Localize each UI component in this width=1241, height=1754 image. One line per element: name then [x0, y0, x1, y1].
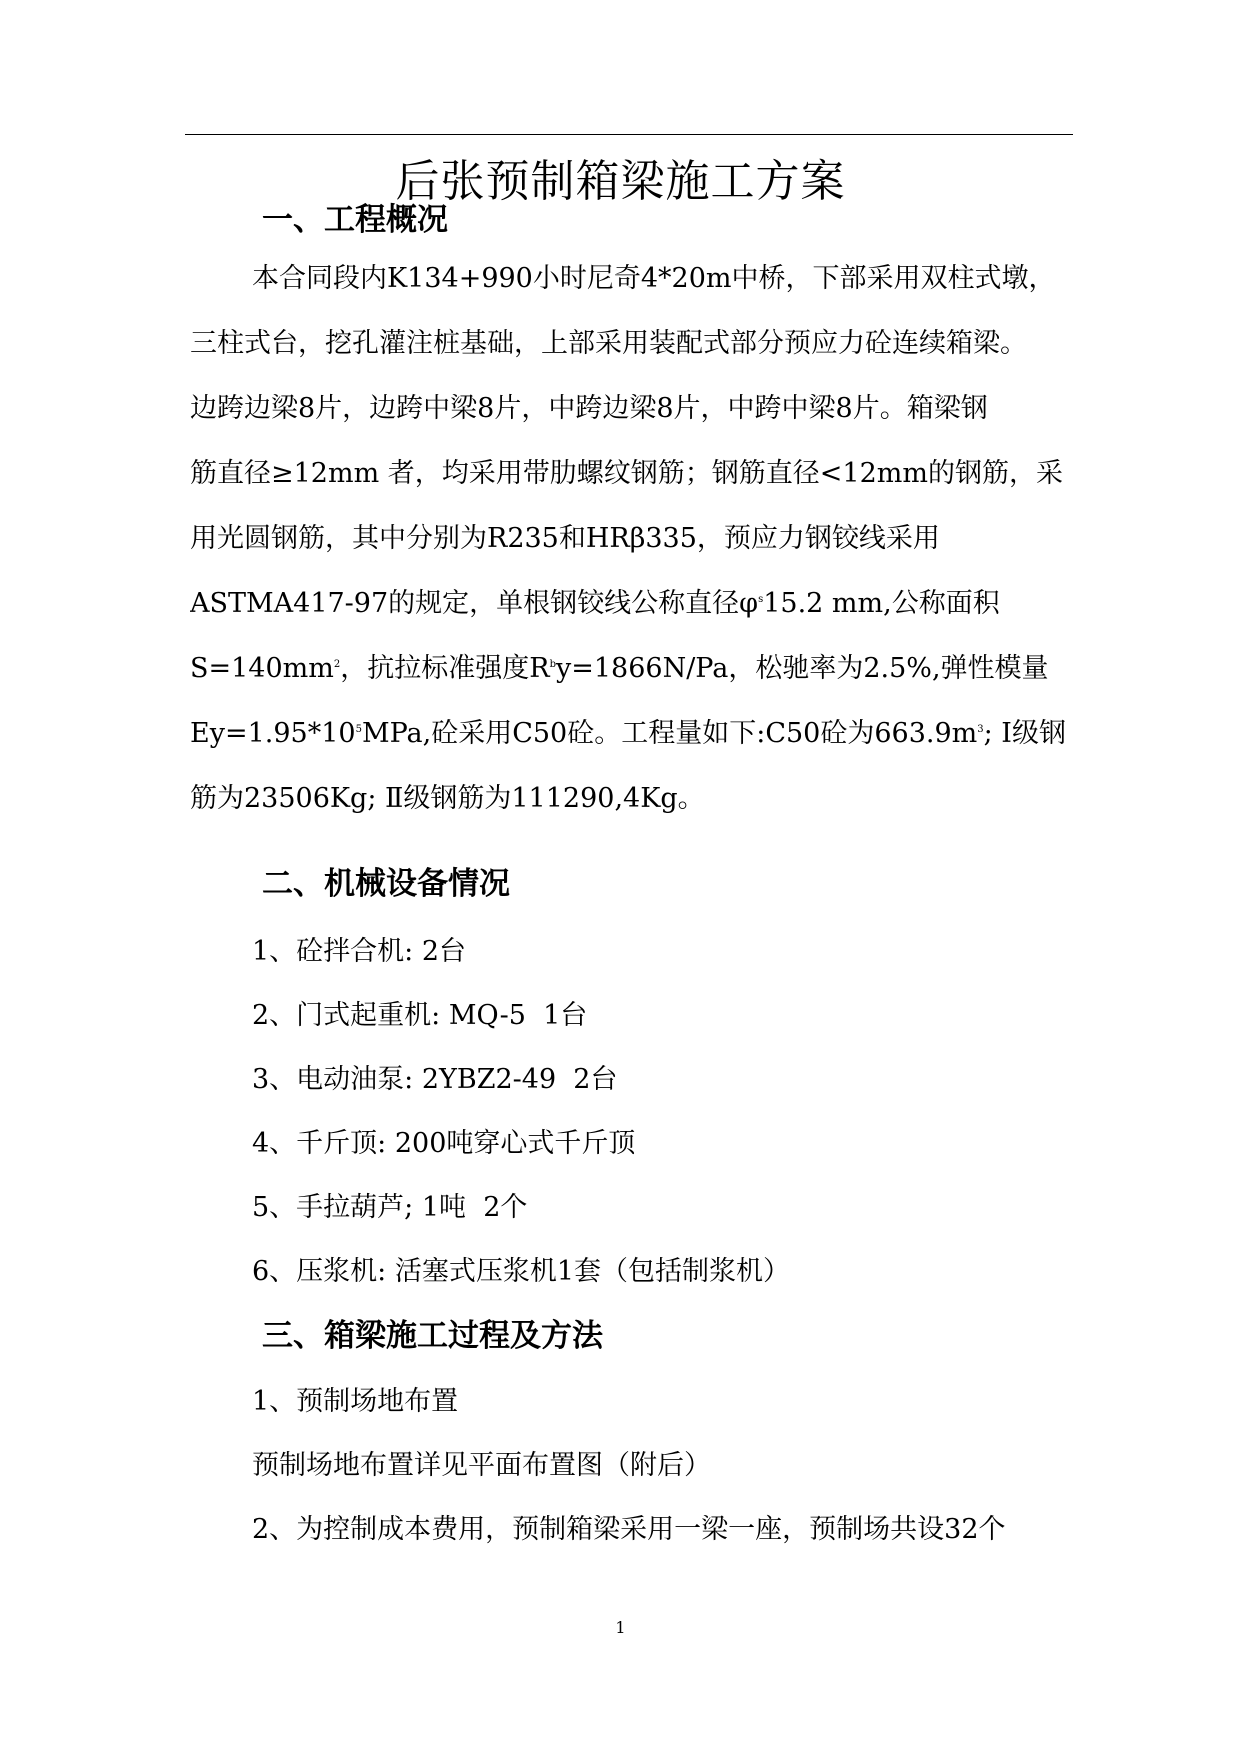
- section-1-paragraph: [190, 246, 1070, 831]
- text-run: ，抗拉标准强度R: [340, 653, 550, 684]
- equipment-item: 5、手拉葫芦; 1吨 2个: [252, 1192, 528, 1223]
- paragraph-line: [190, 636, 1070, 701]
- equipment-item: 3、电动油泵: 2YBZ2-49 2台: [252, 1064, 618, 1095]
- section-1-heading: 一、工程概况: [262, 202, 448, 238]
- text-run: MPa,砼采用C50砼。工程量如下:C50砼为663.9m: [361, 718, 978, 749]
- paragraph-line: [190, 701, 1070, 766]
- paragraph-line: 用光圆钢筋，其中分别为R235和HRβ335，预应力钢铰线采用: [190, 523, 940, 554]
- section-3-heading: 三、箱梁施工过程及方法: [262, 1318, 603, 1354]
- equipment-item: 6、压浆机: 活塞式压浆机1套（包括制浆机）: [252, 1256, 791, 1287]
- paragraph-line: 筋为23506Kg; Ⅱ级钢筋为111290,4Kg。: [190, 783, 705, 814]
- text-run: S=140mm: [190, 653, 334, 684]
- process-item: 1、预制场地布置: [252, 1386, 459, 1417]
- text-run: y=1866N/Pa，松驰率为2.5%,弹性模量: [555, 653, 1049, 684]
- superscript: b: [549, 659, 556, 670]
- paragraph-line: 筋直径≥12mm 者，均采用带肋螺纹钢筋；钢筋直径<12mm的钢筋，采: [190, 458, 1063, 489]
- paragraph-line: 三柱式台，挖孔灌注桩基础，上部采用装配式部分预应力砼连续箱梁。: [190, 328, 1027, 359]
- text-run: 15.2 mm,公称面积: [763, 588, 1000, 619]
- equipment-item: 4、千斤顶: 200吨穿心式千斤顶: [252, 1128, 636, 1159]
- equipment-item: 1、砼拌合机: 2台: [252, 936, 467, 967]
- text-run: ; Ⅰ级钢: [983, 718, 1066, 749]
- equipment-item: 2、门式起重机: MQ-5 1台: [252, 1000, 588, 1031]
- superscript: 3: [977, 724, 984, 735]
- header-rule: [185, 134, 1073, 135]
- superscript: s: [758, 594, 764, 605]
- section-2-heading: 二、机械设备情况: [262, 866, 510, 902]
- document-title: 后张预制箱梁施工方案: [395, 156, 846, 207]
- page-number: 1: [615, 1618, 626, 1637]
- process-item: 2、为控制成本费用，预制箱梁采用一梁一座，预制场共设32个: [252, 1514, 1006, 1545]
- paragraph-line: 边跨边梁8片，边跨中梁8片，中跨边梁8片，中跨中梁8片。箱梁钢: [190, 393, 988, 424]
- text-run: ASTMA417-97的规定，单根钢铰线公称直径φ: [190, 588, 759, 619]
- superscript: 5: [355, 724, 362, 735]
- process-item: 预制场地布置详见平面布置图（附后）: [252, 1450, 711, 1481]
- superscript: 2: [333, 659, 341, 670]
- text-run: Ey=1.95*10: [190, 718, 356, 749]
- paragraph-line: [190, 571, 1070, 636]
- paragraph-line: 本合同段内K134+990小时尼奇4*20m中桥，下部采用双柱式墩，: [252, 263, 1056, 294]
